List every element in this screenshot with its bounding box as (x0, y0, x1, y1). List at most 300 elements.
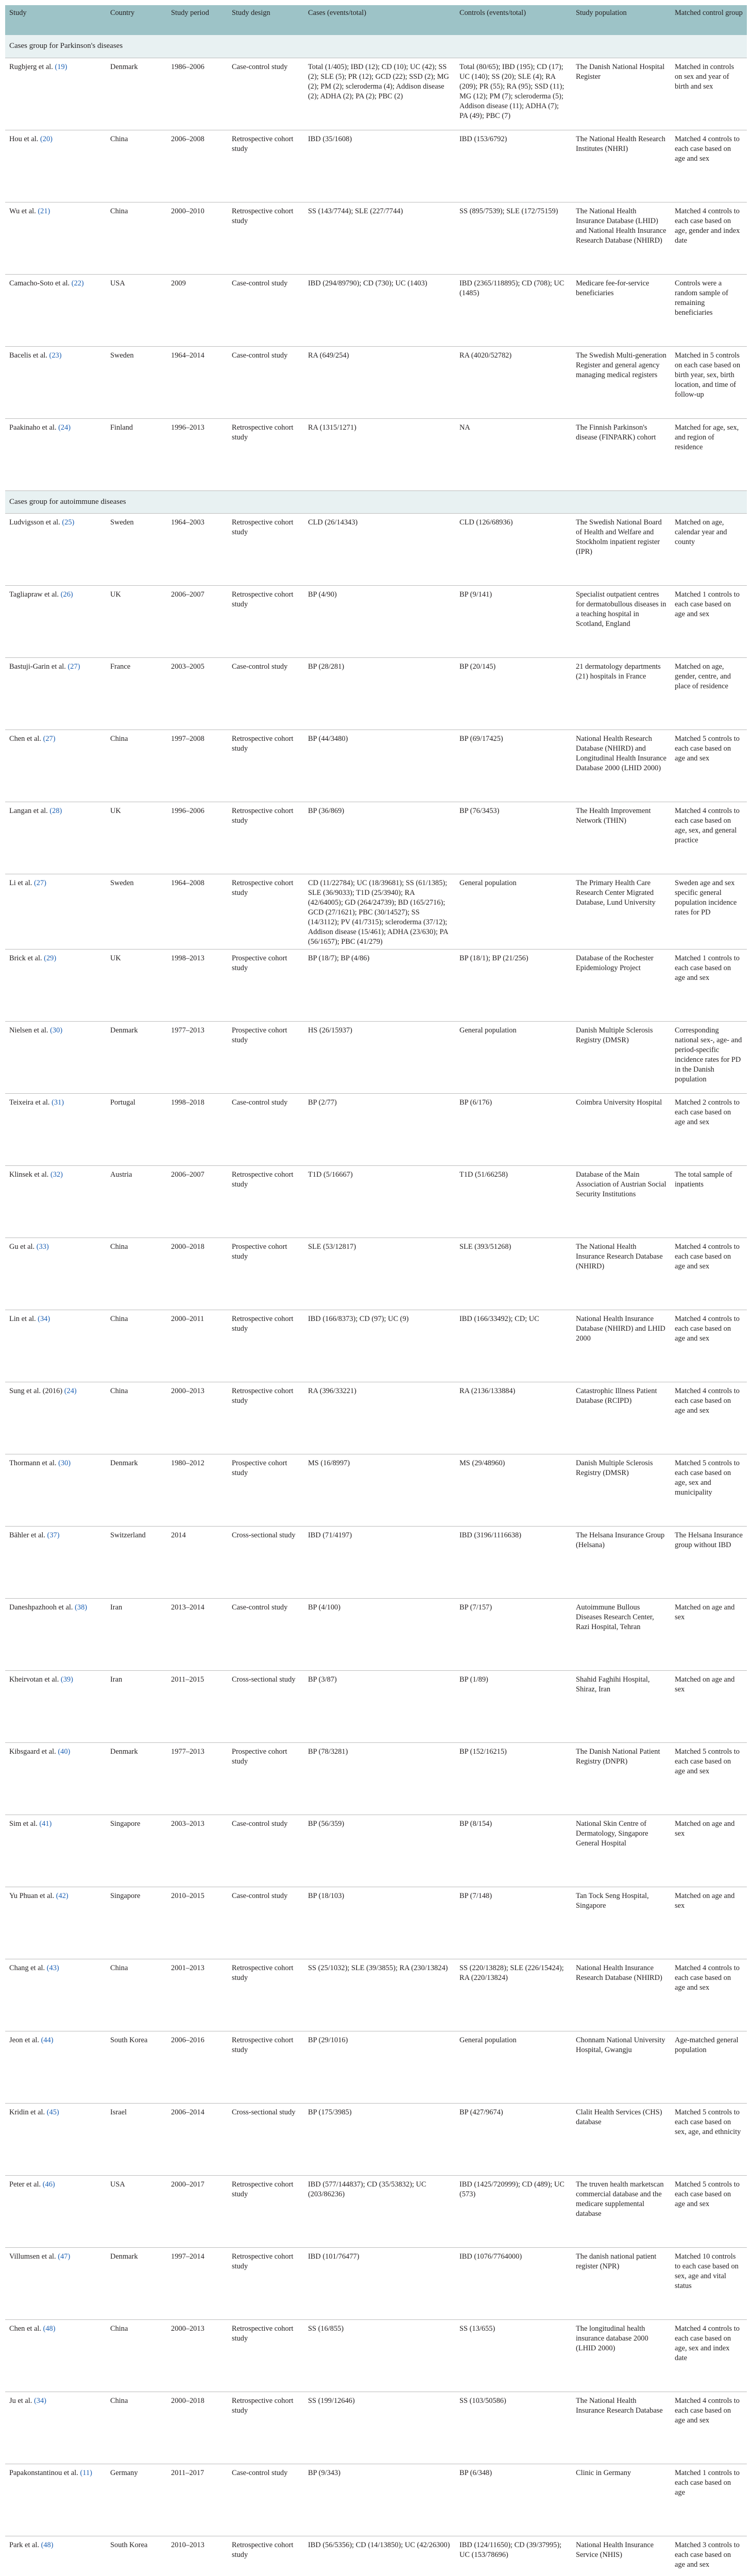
cell-study (5, 2103, 106, 2175)
study-author: Sim et al. (9, 1819, 38, 1828)
study-author: Daneshpazhooh et al. (9, 1603, 73, 1612)
cell-design: Case-control study (228, 58, 304, 130)
cell-study (5, 1959, 106, 2031)
reference-link[interactable]: (33) (36, 1242, 49, 1251)
cell-period: 2011–2015 (167, 1670, 228, 1742)
cell-cases: CD (11/22784); UC (18/39681); SS (61/1385); SLE (36/9033); T1D (25/3940); RA (42/64005); GD (264/24739); BD (165/2716); GCD (27/1621); PBC (30/14527); SS (14/3112); PV (41/7315); scleroderma (37/12); Addison disease (15/461); ADHA (23/630); PA (56/1657); PBC (41/279) (304, 874, 455, 949)
group-label: Cases group for autoimmune diseases (5, 490, 747, 513)
table-row (5, 874, 747, 949)
cell-population: Database of the Main Association of Austrian Social Security Institutions (572, 1165, 671, 1238)
table-row (5, 202, 747, 274)
reference-link[interactable]: (27) (43, 734, 56, 743)
header-period: Study period (167, 5, 228, 35)
cell-study (5, 2319, 106, 2392)
reference-link[interactable]: (48) (41, 2540, 54, 2549)
cell-matched: Matched 4 controls to each case based on age and sex (671, 1382, 747, 1454)
cell-controls: RA (2136/133884) (455, 1382, 572, 1454)
table-row (5, 2247, 747, 2319)
cell-matched: Matched 3 controls to each case based on age and sex (671, 2536, 747, 2576)
cell-country: UK (106, 585, 167, 657)
cell-controls: RA (4020/52782) (455, 346, 572, 418)
cell-population: The National Health Insurance Research Database (NHIRD) (572, 1238, 671, 1310)
study-author: Rugbjerg et al. (9, 62, 53, 71)
cell-study (5, 130, 106, 202)
cell-population: The truven health marketscan commercial database and the medicare supplemental database (572, 2175, 671, 2247)
cell-matched: Matched on age, gender, centre, and place of residence (671, 657, 747, 730)
cell-study (5, 1165, 106, 1238)
cell-country: China (106, 130, 167, 202)
reference-link[interactable]: (44) (41, 2036, 54, 2044)
cell-period: 2003–2013 (167, 1815, 228, 1887)
cell-design: Retrospective cohort study (228, 2319, 304, 2392)
cell-matched: Matched on age and sex (671, 1598, 747, 1670)
study-author: Wu et al. (9, 207, 36, 215)
cell-matched: Matched 1 controls to each case based on age (671, 2464, 747, 2536)
reference-link[interactable]: (38) (75, 1603, 88, 1612)
cell-population: Danish Multiple Sclerosis Registry (DMSR) (572, 1021, 671, 1093)
cell-study (5, 2247, 106, 2319)
reference-link[interactable]: (37) (47, 1531, 60, 1539)
cell-cases: BP (3/87) (304, 1670, 455, 1742)
cell-country: Denmark (106, 58, 167, 130)
cell-study (5, 58, 106, 130)
study-author: Teixeira et al. (9, 1098, 50, 1107)
table-row (5, 1382, 747, 1454)
table-row (5, 130, 747, 202)
cell-design: Retrospective cohort study (228, 2175, 304, 2247)
cell-cases: BP (4/90) (304, 585, 455, 657)
cell-controls: BP (6/176) (455, 1093, 572, 1165)
table-row (5, 346, 747, 418)
cell-controls: CLD (126/68936) (455, 513, 572, 585)
cell-cases: CLD (26/14343) (304, 513, 455, 585)
study-author: Li et al. (9, 878, 32, 887)
cell-matched: Matched on age and sex (671, 1815, 747, 1887)
cell-period: 1977–2013 (167, 1742, 228, 1815)
study-author: Bastuji-Garin et al. (9, 662, 66, 671)
cell-cases: BP (44/3480) (304, 730, 455, 802)
cell-country: China (106, 2319, 167, 2392)
reference-link[interactable]: (34) (38, 1314, 50, 1323)
cell-country: Sweden (106, 874, 167, 949)
cell-country: Denmark (106, 1454, 167, 1526)
cell-study (5, 1887, 106, 1959)
cell-study (5, 274, 106, 346)
cell-study (5, 2392, 106, 2464)
cell-design: Retrospective cohort study (228, 2247, 304, 2319)
cell-matched: Matched 4 controls to each case based on age and sex (671, 2392, 747, 2464)
study-author: Langan et al. (9, 806, 48, 815)
cell-cases: BP (28/281) (304, 657, 455, 730)
cell-matched: Corresponding national sex-, age- and period-specific incidence rates for PD in the Danish population (671, 1021, 747, 1093)
cell-study (5, 2536, 106, 2576)
cell-study (5, 1670, 106, 1742)
cell-period: 2006–2007 (167, 1165, 228, 1238)
cell-country: Singapore (106, 1887, 167, 1959)
cell-study (5, 1598, 106, 1670)
cell-cases: T1D (5/16667) (304, 1165, 455, 1238)
cell-cases: SS (199/12646) (304, 2392, 455, 2464)
cell-population: Coimbra University Hospital (572, 1093, 671, 1165)
table-header (5, 5, 747, 35)
cell-cases: BP (4/100) (304, 1598, 455, 1670)
cell-population: National Health Insurance Research Database (NHIRD) (572, 1959, 671, 2031)
cell-population: The Primary Health Care Research Center Migrated Database, Lund University (572, 874, 671, 949)
cell-design: Retrospective cohort study (228, 2392, 304, 2464)
cell-study (5, 2175, 106, 2247)
cell-matched: Matched 5 controls to each case based on age, sex and municipality (671, 1454, 747, 1526)
cell-controls: SS (103/50586) (455, 2392, 572, 2464)
cell-controls: BP (6/348) (455, 2464, 572, 2536)
cell-design: Case-control study (228, 346, 304, 418)
cell-design: Prospective cohort study (228, 949, 304, 1021)
cell-controls: BP (20/145) (455, 657, 572, 730)
cell-design: Case-control study (228, 274, 304, 346)
reference-link[interactable]: (42) (56, 1891, 69, 1900)
cell-study (5, 1742, 106, 1815)
cell-matched: Matched 10 controls to each case based on sex, age and vital status (671, 2247, 747, 2319)
cell-cases: BP (18/7); BP (4/86) (304, 949, 455, 1021)
cell-population: National Skin Centre of Dermatology, Singapore General Hospital (572, 1815, 671, 1887)
reference-link[interactable]: (32) (50, 1170, 63, 1179)
reference-link[interactable]: (30) (58, 1459, 71, 1467)
cell-country: China (106, 2392, 167, 2464)
study-author: Tagliapraw et al. (9, 590, 59, 599)
reference-link[interactable]: (26) (60, 590, 73, 599)
cell-period: 1998–2013 (167, 949, 228, 1021)
cell-design: Prospective cohort study (228, 1021, 304, 1093)
cell-study (5, 1310, 106, 1382)
cell-cases: IBD (71/4197) (304, 1526, 455, 1598)
cell-controls: BP (152/16215) (455, 1742, 572, 1815)
cell-country: Iran (106, 1670, 167, 1742)
cell-period: 2006–2016 (167, 2031, 228, 2103)
cell-controls: BP (1/89) (455, 1670, 572, 1742)
cell-controls: BP (69/17425) (455, 730, 572, 802)
cell-period: 2013–2014 (167, 1598, 228, 1670)
cell-matched: Matched 1 controls to each case based on age and sex (671, 585, 747, 657)
table-row (5, 2031, 747, 2103)
reference-link[interactable]: (24) (64, 1386, 77, 1395)
cell-controls: BP (76/3453) (455, 802, 572, 874)
cell-design: Retrospective cohort study (228, 1959, 304, 2031)
cell-matched: Sweden age and sex specific general population incidence rates for PD (671, 874, 747, 949)
cell-matched: Matched 5 controls to each case based on sex, age, and ethnicity (671, 2103, 747, 2175)
cell-design: Retrospective cohort study (228, 513, 304, 585)
study-author: Villumsen et al. (9, 2252, 56, 2261)
cell-controls: BP (18/1); BP (21/256) (455, 949, 572, 1021)
cell-design: Retrospective cohort study (228, 585, 304, 657)
cell-period: 2014 (167, 1526, 228, 1598)
study-author: Kibsgaard et al. (9, 1747, 56, 1756)
cell-matched: Matched in 5 controls on each case based on birth year, sex, birth location, and time of follow-up (671, 346, 747, 418)
table-row (5, 1742, 747, 1815)
cell-cases: HS (26/15937) (304, 1021, 455, 1093)
cell-matched: The Helsana Insurance group without IBD (671, 1526, 747, 1598)
table-row (5, 1093, 747, 1165)
study-author: Bacelis et al. (9, 351, 47, 360)
cell-cases: RA (396/33221) (304, 1382, 455, 1454)
table-row (5, 949, 747, 1021)
cell-population: Tan Tock Seng Hospital, Singapore (572, 1887, 671, 1959)
cell-design: Retrospective cohort study (228, 418, 304, 490)
cell-period: 2000–2013 (167, 1382, 228, 1454)
cell-study (5, 1382, 106, 1454)
cell-controls: Total (80/65); IBD (195); CD (17); UC (140); SS (20); SLE (4); RA (209); PR (55); RA (95); SSD (11); MG (12); PM (7); scleroderma (5); Addison disease (11); ADHA (7); PA (49); PBC (7) (455, 58, 572, 130)
cell-controls: General population (455, 2031, 572, 2103)
cell-period: 2006–2014 (167, 2103, 228, 2175)
cell-population: Database of the Rochester Epidemiology Project (572, 949, 671, 1021)
cell-population: National Health Insurance Service (NHIS) (572, 2536, 671, 2576)
cell-design: Retrospective cohort study (228, 2031, 304, 2103)
cell-matched: Matched 1 controls to each case based on age and sex (671, 949, 747, 1021)
studies-table (5, 5, 747, 2576)
cell-design: Retrospective cohort study (228, 730, 304, 802)
cell-design: Retrospective cohort study (228, 874, 304, 949)
cell-study (5, 1093, 106, 1165)
cell-country: Denmark (106, 1742, 167, 1815)
cell-period: 2000–2011 (167, 1310, 228, 1382)
table-row (5, 2319, 747, 2392)
reference-link[interactable]: (47) (58, 2252, 71, 2261)
study-author: Park et al. (9, 2540, 39, 2549)
cell-country: China (106, 1382, 167, 1454)
reference-link[interactable]: (27) (67, 662, 80, 671)
table-row (5, 730, 747, 802)
cell-study (5, 657, 106, 730)
reference-link[interactable]: (27) (33, 878, 46, 887)
study-author: Sung et al. (2016) (9, 1386, 63, 1395)
table-row (5, 2392, 747, 2464)
table-body (5, 35, 747, 2576)
cell-population: The National Health Insurance Database (LHID) and National Health Insurance Research Database (NHIRD) (572, 202, 671, 274)
cell-cases: BP (78/3281) (304, 1742, 455, 1815)
cell-country: China (106, 1238, 167, 1310)
cell-period: 2000–2013 (167, 2319, 228, 2392)
cell-population: The longitudinal health insurance database 2000 (LHID 2000) (572, 2319, 671, 2392)
cell-population: The National Health Research Institutes (NHRI) (572, 130, 671, 202)
reference-link[interactable]: (43) (46, 1963, 59, 1972)
cell-population: The Helsana Insurance Group (Helsana) (572, 1526, 671, 1598)
cell-period: 2010–2015 (167, 1887, 228, 1959)
study-author: Paakinaho et al. (9, 423, 57, 432)
cell-study (5, 802, 106, 874)
header-row (5, 5, 747, 35)
reference-link[interactable]: (31) (52, 1098, 64, 1107)
cell-study (5, 1238, 106, 1310)
study-author: Chang et al. (9, 1963, 45, 1972)
cell-controls: SS (220/13828); SLE (226/15424); RA (220/13824) (455, 1959, 572, 2031)
cell-controls: IBD (1076/7764000) (455, 2247, 572, 2319)
table-row (5, 1526, 747, 1598)
table-row (5, 1598, 747, 1670)
table-row (5, 585, 747, 657)
reference-link[interactable]: (21) (38, 207, 50, 215)
cell-cases: SS (16/855) (304, 2319, 455, 2392)
table-row (5, 2103, 747, 2175)
header-country: Country (106, 5, 167, 35)
cell-controls: BP (7/148) (455, 1887, 572, 1959)
cell-controls: BP (7/157) (455, 1598, 572, 1670)
cell-country: South Korea (106, 2031, 167, 2103)
cell-population: The Finnish Parkinson's disease (FINPARK) cohort (572, 418, 671, 490)
reference-link[interactable]: (28) (49, 806, 62, 815)
study-author: Thormann et al. (9, 1459, 57, 1467)
study-author: Bähler et al. (9, 1531, 45, 1539)
cell-matched: Matched 4 controls to each case based on age, gender and index date (671, 202, 747, 274)
study-author: Ludvigsson et al. (9, 518, 60, 527)
cell-population: Medicare fee-for-service beneficiaries (572, 274, 671, 346)
cell-controls: BP (8/154) (455, 1815, 572, 1887)
table-row (5, 1815, 747, 1887)
reference-link[interactable]: (22) (71, 279, 84, 287)
group-header-row (5, 35, 747, 58)
cell-design: Prospective cohort study (228, 1238, 304, 1310)
table-row (5, 274, 747, 346)
cell-period: 1964–2003 (167, 513, 228, 585)
table-row (5, 1887, 747, 1959)
cell-cases: Total (1/405); IBD (12); CD (10); UC (42); SS (2); SLE (5); PR (12); GCD (22); SSD (2); MG (2); PM (2); scleroderma (4); Addison disease (2); ADHA (2); PA (2); PBC (2) (304, 58, 455, 130)
cell-design: Retrospective cohort study (228, 1310, 304, 1382)
cell-design: Prospective cohort study (228, 1742, 304, 1815)
cell-study (5, 1021, 106, 1093)
cell-country: Sweden (106, 513, 167, 585)
cell-country: Switzerland (106, 1526, 167, 1598)
cell-period: 1996–2013 (167, 418, 228, 490)
cell-matched: Matched 5 controls to each case based on age and sex (671, 2175, 747, 2247)
cell-controls: T1D (51/66258) (455, 1165, 572, 1238)
cell-controls: SLE (393/51268) (455, 1238, 572, 1310)
cell-design: Case-control study (228, 657, 304, 730)
cell-design: Case-control study (228, 1815, 304, 1887)
study-author: Yu Phuan et al. (9, 1891, 55, 1900)
reference-link[interactable]: (48) (43, 2324, 56, 2333)
cell-period: 1996–2006 (167, 802, 228, 874)
cell-period: 1977–2013 (167, 1021, 228, 1093)
cell-cases: MS (16/8997) (304, 1454, 455, 1526)
cell-population: Shahid Faghihi Hospital, Shiraz, Iran (572, 1670, 671, 1742)
table-row (5, 2536, 747, 2576)
cell-period: 2000–2018 (167, 2392, 228, 2464)
cell-study (5, 346, 106, 418)
study-author: Kridin et al. (9, 2108, 45, 2116)
cell-matched: Matched on age and sex (671, 1670, 747, 1742)
cell-cases: SS (25/1032); SLE (39/3855); RA (230/13824) (304, 1959, 455, 2031)
reference-link[interactable]: (23) (49, 351, 62, 360)
reference-link[interactable]: (41) (39, 1819, 52, 1828)
study-author: Ju et al. (9, 2396, 32, 2405)
reference-link[interactable]: (24) (58, 423, 71, 432)
reference-link[interactable]: (11) (80, 2468, 92, 2477)
cell-cases: BP (29/1016) (304, 2031, 455, 2103)
study-author: Camacho-Soto et al. (9, 279, 70, 287)
cell-matched: Matched 4 controls to each case based on age and sex (671, 130, 747, 202)
cell-period: 2000–2010 (167, 202, 228, 274)
cell-matched: Age-matched general population (671, 2031, 747, 2103)
cell-controls: BP (427/9674) (455, 2103, 572, 2175)
reference-link[interactable]: (34) (33, 2396, 46, 2405)
cell-country: USA (106, 274, 167, 346)
reference-link[interactable]: (19) (55, 62, 67, 71)
cell-design: Case-control study (228, 1093, 304, 1165)
cell-matched: Matched 4 controls to each case based on age and sex (671, 1238, 747, 1310)
reference-link[interactable]: (29) (44, 954, 57, 962)
study-author: Brick et al. (9, 954, 42, 962)
cell-period: 2006–2007 (167, 585, 228, 657)
cell-study (5, 730, 106, 802)
cell-design: Retrospective cohort study (228, 802, 304, 874)
cell-population: The Danish National Patient Registry (DNPR) (572, 1742, 671, 1815)
cell-population: National Health Insurance Database (NHIRD) and LHID 2000 (572, 1310, 671, 1382)
cell-country: Portugal (106, 1093, 167, 1165)
cell-cases: BP (175/3985) (304, 2103, 455, 2175)
cell-population: The Swedish Multi-generation Register and general agency managing medical registers (572, 346, 671, 418)
reference-link[interactable]: (25) (62, 518, 75, 527)
cell-period: 2003–2005 (167, 657, 228, 730)
cell-country: Singapore (106, 1815, 167, 1887)
cell-controls: IBD (3196/1116638) (455, 1526, 572, 1598)
reference-link[interactable]: (20) (40, 134, 53, 143)
group-label: Cases group for Parkinson's diseases (5, 35, 747, 58)
cell-cases: IBD (577/144837); CD (35/53832); UC (203/86236) (304, 2175, 455, 2247)
cell-population: Specialist outpatient centres for dermatobullous diseases in a teaching hospital in Scotland, England (572, 585, 671, 657)
reference-link[interactable]: (45) (46, 2108, 59, 2116)
cell-country: Germany (106, 2464, 167, 2536)
cell-study (5, 2464, 106, 2536)
study-author: Chen et al. (9, 2324, 41, 2333)
study-author: Hou et al. (9, 134, 39, 143)
cell-matched: Matched 4 controls to each case based on age and sex (671, 1959, 747, 2031)
cell-cases: SS (143/7744); SLE (227/7744) (304, 202, 455, 274)
cell-study (5, 2031, 106, 2103)
cell-matched: Matched 5 controls to each case based on age and sex (671, 1742, 747, 1815)
cell-controls: NA (455, 418, 572, 490)
table-row (5, 58, 747, 130)
cell-controls: SS (13/655) (455, 2319, 572, 2392)
cell-country: Israel (106, 2103, 167, 2175)
reference-link[interactable]: (30) (50, 1026, 63, 1035)
reference-link[interactable]: (46) (42, 2180, 55, 2189)
header-population: Study population (572, 5, 671, 35)
study-author: Nielsen et al. (9, 1026, 48, 1035)
reference-link[interactable]: (39) (60, 1675, 73, 1684)
cell-design: Cross-sectional study (228, 1670, 304, 1742)
header-controls: Controls (events/total) (455, 5, 572, 35)
cell-cases: IBD (166/8373); CD (97); UC (9) (304, 1310, 455, 1382)
cell-study (5, 949, 106, 1021)
cell-matched: Matched 2 controls to each case based on age and sex (671, 1093, 747, 1165)
cell-controls: IBD (1425/720999); CD (489); UC (573) (455, 2175, 572, 2247)
table-row (5, 1310, 747, 1382)
cell-controls: SS (895/7539); SLE (172/75159) (455, 202, 572, 274)
cell-period: 2011–2017 (167, 2464, 228, 2536)
study-author: Lin et al. (9, 1314, 36, 1323)
cell-matched: Matched on age, calendar year and county (671, 513, 747, 585)
cell-study (5, 202, 106, 274)
reference-link[interactable]: (40) (58, 1747, 71, 1756)
cell-country: China (106, 730, 167, 802)
cell-matched: Matched for age, sex, and region of residence (671, 418, 747, 490)
cell-population: Danish Multiple Sclerosis Registry (DMSR) (572, 1454, 671, 1526)
cell-controls: MS (29/48960) (455, 1454, 572, 1526)
cell-study (5, 585, 106, 657)
table-row (5, 2175, 747, 2247)
study-author: Chen et al. (9, 734, 41, 743)
cell-design: Cross-sectional study (228, 2103, 304, 2175)
cell-study (5, 1815, 106, 1887)
cell-design: Retrospective cohort study (228, 2536, 304, 2576)
header-matched: Matched control group (671, 5, 747, 35)
